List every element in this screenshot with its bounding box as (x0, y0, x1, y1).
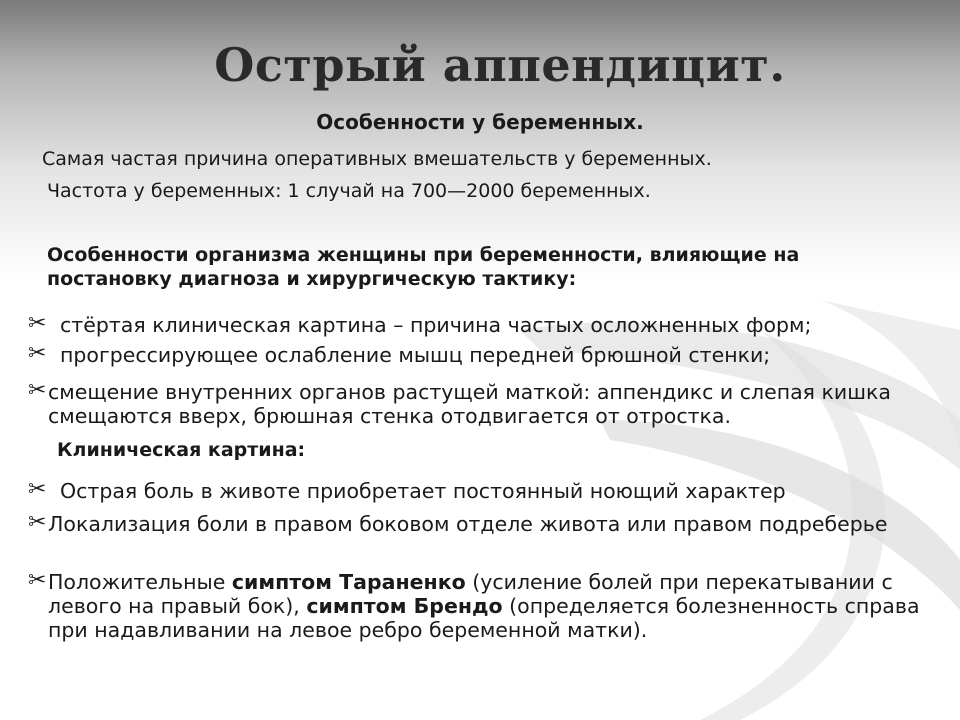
scissors-icon: ✂ (28, 477, 47, 502)
list-item (28, 380, 938, 428)
list-item-text: смещение внутренних органов растущей маткой: аппендикс и слепая кишка смещаются вверх, брюшная стенка отодвигается от отростка. (48, 380, 891, 428)
brendo-symptom-term: симптом Брендо (306, 594, 503, 618)
taranenko-symptom-term: симптом Тараненко (231, 570, 466, 594)
scissors-icon: ✂ (28, 568, 47, 593)
list-item (28, 512, 938, 536)
scissors-icon: ✂ (28, 510, 47, 535)
slide-subtitle: Особенности у беременных. (316, 110, 644, 134)
list-item-text: прогрессирующее ослабление мышц передней брюшной стенки; (60, 343, 771, 367)
text-run: (определяется болезненность справа при надавливании на левое ребро беременной матки). (48, 594, 920, 642)
section-heading-clinical-picture: Клиническая картина: (57, 439, 306, 461)
list-item-text (28, 570, 938, 642)
scissors-icon: ✂ (28, 378, 47, 403)
scissors-icon: ✂ (28, 311, 47, 336)
list-item (28, 570, 938, 642)
list-item-text: Острая боль в животе приобретает постоянный ноющий характер (60, 479, 786, 503)
list-item (28, 479, 938, 503)
text-run: Положительные (48, 570, 232, 594)
list-item (28, 313, 938, 337)
section-heading-pregnancy-features: Особенности организма женщины при беременности, влияющие на постановку диагноза и хирургическую тактику: (47, 244, 800, 290)
list-item-text: Локализация боли в правом боковом отделе живота или правом подреберье (48, 512, 888, 536)
list-item (28, 343, 938, 367)
scissors-icon: ✂ (28, 341, 47, 366)
slide-title: Острый аппендицит. (214, 38, 786, 92)
intro-line-2: Частота у беременных: 1 случай на 700—2000 беременных. (47, 180, 651, 202)
intro-line-1: Самая частая причина оперативных вмешательств у беременных. (42, 148, 712, 170)
list-item-text: стёртая клиническая картина – причина частых осложненных форм; (60, 313, 812, 337)
text-run: (усиление болей при перекатывании с левого на правый бок), (48, 570, 893, 618)
